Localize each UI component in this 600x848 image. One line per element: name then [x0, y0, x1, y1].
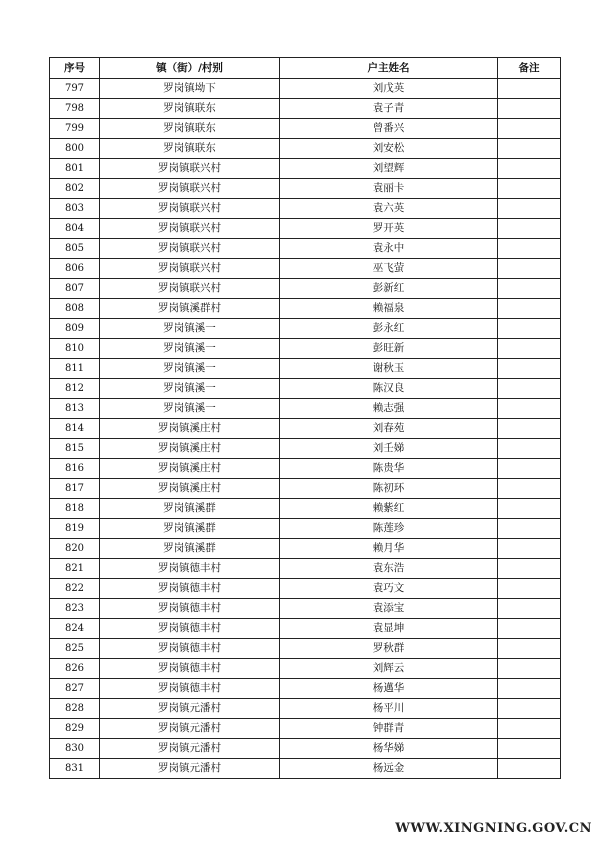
- cell-remark: [498, 679, 561, 699]
- cell-town: 罗岗镇德丰村: [100, 579, 280, 599]
- table-row: [50, 359, 561, 379]
- cell-remark: [498, 159, 561, 179]
- cell-name: 刘壬娣: [280, 439, 498, 459]
- cell-town: 罗岗镇德丰村: [100, 679, 280, 699]
- cell-remark: [498, 179, 561, 199]
- cell-seq: 815: [50, 439, 100, 459]
- cell-name: 袁子青: [280, 99, 498, 119]
- cell-town: 罗岗镇溪庄村: [100, 439, 280, 459]
- table-row: [50, 579, 561, 599]
- table-row: [50, 279, 561, 299]
- header-name: 户主姓名: [280, 58, 498, 79]
- cell-seq: 809: [50, 319, 100, 339]
- cell-seq: 824: [50, 619, 100, 639]
- cell-town: 罗岗镇溪群村: [100, 299, 280, 319]
- cell-name: 袁六英: [280, 199, 498, 219]
- cell-town: 罗岗镇溪庄村: [100, 419, 280, 439]
- cell-seq: 818: [50, 499, 100, 519]
- cell-seq: 829: [50, 719, 100, 739]
- cell-remark: [498, 279, 561, 299]
- cell-seq: 823: [50, 599, 100, 619]
- cell-name: 袁显坤: [280, 619, 498, 639]
- cell-remark: [498, 259, 561, 279]
- cell-remark: [498, 459, 561, 479]
- cell-name: 袁丽卡: [280, 179, 498, 199]
- cell-name: 刘戊英: [280, 79, 498, 99]
- cell-remark: [498, 739, 561, 759]
- table-row: [50, 679, 561, 699]
- cell-name: 杨远金: [280, 759, 498, 779]
- table-row: [50, 619, 561, 639]
- cell-name: 钟群青: [280, 719, 498, 739]
- table-row: [50, 339, 561, 359]
- cell-seq: 812: [50, 379, 100, 399]
- cell-town: 罗岗镇联兴村: [100, 259, 280, 279]
- cell-seq: 808: [50, 299, 100, 319]
- cell-town: 罗岗镇元潘村: [100, 719, 280, 739]
- table-row: [50, 219, 561, 239]
- cell-remark: [498, 659, 561, 679]
- cell-town: 罗岗镇溪一: [100, 339, 280, 359]
- cell-name: 赖月华: [280, 539, 498, 559]
- cell-remark: [498, 199, 561, 219]
- cell-remark: [498, 579, 561, 599]
- cell-name: 陈初环: [280, 479, 498, 499]
- header-seq: 序号: [50, 58, 100, 79]
- cell-name: 刘安松: [280, 139, 498, 159]
- cell-name: 谢秋玉: [280, 359, 498, 379]
- cell-name: 袁东浩: [280, 559, 498, 579]
- cell-town: 罗岗镇德丰村: [100, 639, 280, 659]
- cell-seq: 825: [50, 639, 100, 659]
- table-row: [50, 719, 561, 739]
- cell-name: 赖紫红: [280, 499, 498, 519]
- cell-seq: 804: [50, 219, 100, 239]
- cell-remark: [498, 479, 561, 499]
- cell-town: 罗岗镇德丰村: [100, 659, 280, 679]
- header-town: 镇（街）/村别: [100, 58, 280, 79]
- table-body: [50, 79, 561, 779]
- cell-seq: 813: [50, 399, 100, 419]
- cell-seq: 816: [50, 459, 100, 479]
- table-row: [50, 739, 561, 759]
- cell-seq: 819: [50, 519, 100, 539]
- cell-remark: [498, 699, 561, 719]
- cell-seq: 805: [50, 239, 100, 259]
- table-row: [50, 559, 561, 579]
- cell-name: 罗秋群: [280, 639, 498, 659]
- cell-town: 罗岗镇坳下: [100, 79, 280, 99]
- table-row: [50, 519, 561, 539]
- cell-name: 彭旺新: [280, 339, 498, 359]
- cell-seq: 798: [50, 99, 100, 119]
- cell-remark: [498, 439, 561, 459]
- table-row: [50, 299, 561, 319]
- cell-name: 袁巧文: [280, 579, 498, 599]
- cell-seq: 810: [50, 339, 100, 359]
- table-row: [50, 259, 561, 279]
- cell-town: 罗岗镇联兴村: [100, 179, 280, 199]
- cell-seq: 827: [50, 679, 100, 699]
- table-row: [50, 659, 561, 679]
- cell-remark: [498, 399, 561, 419]
- cell-name: 杨华娣: [280, 739, 498, 759]
- site-watermark: WWW.XINGNING.GOV.CN: [395, 821, 592, 836]
- cell-remark: [498, 619, 561, 639]
- cell-town: 罗岗镇溪群: [100, 499, 280, 519]
- table-row: [50, 239, 561, 259]
- cell-town: 罗岗镇溪一: [100, 379, 280, 399]
- cell-seq: 830: [50, 739, 100, 759]
- cell-town: 罗岗镇联兴村: [100, 239, 280, 259]
- table-row: [50, 419, 561, 439]
- cell-seq: 811: [50, 359, 100, 379]
- cell-town: 罗岗镇溪一: [100, 319, 280, 339]
- cell-seq: 803: [50, 199, 100, 219]
- table-row: [50, 439, 561, 459]
- cell-remark: [498, 379, 561, 399]
- table-row: [50, 639, 561, 659]
- cell-seq: 814: [50, 419, 100, 439]
- cell-seq: 820: [50, 539, 100, 559]
- cell-remark: [498, 519, 561, 539]
- cell-remark: [498, 719, 561, 739]
- cell-name: 彭新红: [280, 279, 498, 299]
- cell-name: 陈汉良: [280, 379, 498, 399]
- table-row: [50, 179, 561, 199]
- cell-town: 罗岗镇元潘村: [100, 739, 280, 759]
- cell-seq: 806: [50, 259, 100, 279]
- cell-name: 刘望辉: [280, 159, 498, 179]
- cell-remark: [498, 319, 561, 339]
- table-row: [50, 399, 561, 419]
- cell-name: 刘辉云: [280, 659, 498, 679]
- table-row: [50, 159, 561, 179]
- cell-seq: 831: [50, 759, 100, 779]
- cell-seq: 799: [50, 119, 100, 139]
- table-row: [50, 539, 561, 559]
- cell-seq: 807: [50, 279, 100, 299]
- cell-name: 杨平川: [280, 699, 498, 719]
- table-row: [50, 119, 561, 139]
- cell-seq: 797: [50, 79, 100, 99]
- table-row: [50, 699, 561, 719]
- cell-name: 彭永红: [280, 319, 498, 339]
- cell-seq: 821: [50, 559, 100, 579]
- cell-remark: [498, 99, 561, 119]
- cell-town: 罗岗镇溪群: [100, 519, 280, 539]
- table-row: [50, 139, 561, 159]
- cell-remark: [498, 359, 561, 379]
- cell-town: 罗岗镇元潘村: [100, 759, 280, 779]
- cell-seq: 828: [50, 699, 100, 719]
- cell-remark: [498, 499, 561, 519]
- cell-remark: [498, 339, 561, 359]
- cell-town: 罗岗镇溪庄村: [100, 479, 280, 499]
- cell-town: 罗岗镇德丰村: [100, 559, 280, 579]
- cell-remark: [498, 539, 561, 559]
- cell-remark: [498, 119, 561, 139]
- cell-remark: [498, 139, 561, 159]
- cell-name: 刘春苑: [280, 419, 498, 439]
- cell-seq: 822: [50, 579, 100, 599]
- cell-town: 罗岗镇溪群: [100, 539, 280, 559]
- cell-name: 赖福泉: [280, 299, 498, 319]
- cell-seq: 802: [50, 179, 100, 199]
- cell-remark: [498, 299, 561, 319]
- cell-remark: [498, 559, 561, 579]
- cell-name: 赖志强: [280, 399, 498, 419]
- cell-name: 陈莲珍: [280, 519, 498, 539]
- cell-town: 罗岗镇德丰村: [100, 619, 280, 639]
- cell-remark: [498, 599, 561, 619]
- table-row: [50, 759, 561, 779]
- cell-remark: [498, 419, 561, 439]
- cell-name: 罗开英: [280, 219, 498, 239]
- cell-town: 罗岗镇元潘村: [100, 699, 280, 719]
- cell-seq: 817: [50, 479, 100, 499]
- cell-remark: [498, 639, 561, 659]
- cell-seq: 826: [50, 659, 100, 679]
- header-row: [50, 58, 561, 79]
- cell-remark: [498, 239, 561, 259]
- cell-town: 罗岗镇联兴村: [100, 199, 280, 219]
- cell-name: 杨邁华: [280, 679, 498, 699]
- cell-remark: [498, 759, 561, 779]
- table-row: [50, 459, 561, 479]
- header-remark: 备注: [498, 58, 561, 79]
- table-row: [50, 79, 561, 99]
- cell-seq: 800: [50, 139, 100, 159]
- cell-town: 罗岗镇联兴村: [100, 279, 280, 299]
- cell-town: 罗岗镇德丰村: [100, 599, 280, 619]
- cell-town: 罗岗镇溪庄村: [100, 459, 280, 479]
- cell-town: 罗岗镇联东: [100, 119, 280, 139]
- cell-town: 罗岗镇联兴村: [100, 219, 280, 239]
- cell-town: 罗岗镇溪一: [100, 359, 280, 379]
- cell-town: 罗岗镇联兴村: [100, 159, 280, 179]
- table-row: [50, 499, 561, 519]
- cell-name: 袁永中: [280, 239, 498, 259]
- cell-town: 罗岗镇溪一: [100, 399, 280, 419]
- table-row: [50, 479, 561, 499]
- cell-remark: [498, 79, 561, 99]
- table-row: [50, 379, 561, 399]
- table-row: [50, 599, 561, 619]
- cell-town: 罗岗镇联东: [100, 99, 280, 119]
- table-header: [50, 58, 561, 79]
- table-row: [50, 199, 561, 219]
- cell-seq: 801: [50, 159, 100, 179]
- cell-name: 袁添宝: [280, 599, 498, 619]
- table-row: [50, 99, 561, 119]
- cell-remark: [498, 219, 561, 239]
- cell-name: 曾番兴: [280, 119, 498, 139]
- household-roster-table: [49, 57, 561, 779]
- cell-name: 陈贵华: [280, 459, 498, 479]
- table-row: [50, 319, 561, 339]
- cell-name: 巫飞萤: [280, 259, 498, 279]
- cell-town: 罗岗镇联东: [100, 139, 280, 159]
